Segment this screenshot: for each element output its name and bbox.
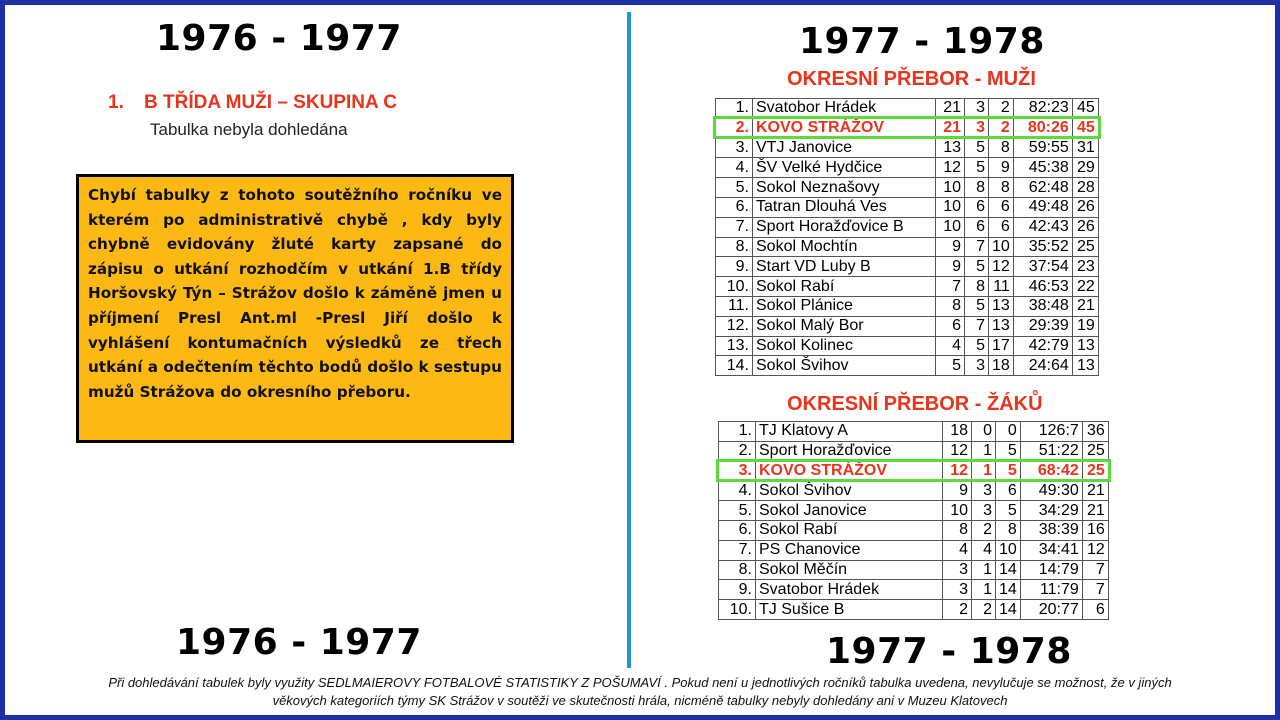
score-cell: 62:48 [1013, 178, 1072, 198]
pupils-table-title: OKRESNÍ PŘEBOR - ŽÁKŮ [787, 393, 1043, 415]
losses-cell: 6 [989, 217, 1014, 237]
points-cell: 36 [1082, 422, 1108, 442]
points-cell: 7 [1082, 560, 1108, 580]
losses-cell: 2 [989, 118, 1014, 138]
points-cell: 25 [1082, 461, 1108, 481]
wins-cell: 8 [936, 296, 965, 316]
wins-cell: 10 [936, 197, 965, 217]
footer-line-2: věkových kategoriích týmy SK Strážov v soutěži ve skutečnosti hrála, nicméně tabulky nebyly dohledány ani v Muzeu Klatovech [272, 693, 1008, 708]
table-row [719, 422, 1109, 442]
wins-cell: 7 [936, 277, 965, 297]
points-cell: 23 [1072, 257, 1098, 277]
score-cell: 11:79 [1020, 580, 1082, 600]
rank-cell: 6. [716, 197, 753, 217]
wins-cell: 12 [936, 158, 965, 178]
wins-cell: 4 [936, 336, 965, 356]
score-cell: 49:48 [1013, 197, 1072, 217]
rank-cell: 6. [719, 520, 756, 540]
points-cell: 25 [1072, 237, 1098, 257]
team-cell: PS Chanovice [756, 540, 943, 560]
wins-cell: 9 [943, 481, 972, 501]
points-cell: 45 [1072, 99, 1098, 119]
score-cell: 14:79 [1020, 560, 1082, 580]
score-cell: 126:7 [1020, 422, 1082, 442]
losses-cell: 13 [989, 316, 1014, 336]
rank-cell: 2. [719, 441, 756, 461]
losses-cell: 0 [996, 422, 1021, 442]
score-cell: 34:41 [1020, 540, 1082, 560]
draws-cell: 1 [972, 560, 996, 580]
team-cell: Sokol Janovice [756, 501, 943, 521]
score-cell: 42:79 [1013, 336, 1072, 356]
losses-cell: 14 [996, 560, 1021, 580]
rank-cell: 8. [716, 237, 753, 257]
score-cell: 35:52 [1013, 237, 1072, 257]
year-heading-right-bottom: 1977 - 1978 [826, 631, 1072, 672]
points-cell: 6 [1082, 600, 1108, 620]
score-cell: 45:38 [1013, 158, 1072, 178]
rank-cell: 7. [716, 217, 753, 237]
losses-cell: 11 [989, 277, 1014, 297]
wins-cell: 21 [936, 118, 965, 138]
draws-cell: 3 [965, 356, 989, 376]
losses-cell: 6 [989, 197, 1014, 217]
draws-cell: 8 [965, 178, 989, 198]
table-row [719, 501, 1109, 521]
score-cell: 68:42 [1020, 461, 1082, 481]
rank-cell: 4. [716, 158, 753, 178]
rank-cell: 3. [716, 138, 753, 158]
draws-cell: 1 [972, 441, 996, 461]
table-row [716, 99, 1099, 119]
team-cell: Sokol Švihov [753, 356, 936, 376]
draws-cell: 6 [965, 217, 989, 237]
year-heading-right-top: 1977 - 1978 [799, 21, 1045, 62]
list-number: 1. [108, 92, 124, 113]
points-cell: 13 [1072, 356, 1098, 376]
draws-cell: 1 [972, 580, 996, 600]
wins-cell: 6 [936, 316, 965, 336]
team-cell: Sokol Kolinec [753, 336, 936, 356]
table-row [716, 178, 1099, 198]
losses-cell: 18 [989, 356, 1014, 376]
table-row [716, 158, 1099, 178]
wins-cell: 3 [943, 580, 972, 600]
points-cell: 26 [1072, 197, 1098, 217]
wins-cell: 9 [936, 257, 965, 277]
score-cell: 38:39 [1020, 520, 1082, 540]
table-row [716, 118, 1099, 138]
table-row [719, 560, 1109, 580]
losses-cell: 17 [989, 336, 1014, 356]
table-row [719, 600, 1109, 620]
score-cell: 59:55 [1013, 138, 1072, 158]
table-row [716, 237, 1099, 257]
wins-cell: 18 [943, 422, 972, 442]
draws-cell: 5 [965, 296, 989, 316]
draws-cell: 6 [965, 197, 989, 217]
rank-cell: 4. [719, 481, 756, 501]
rank-cell: 2. [716, 118, 753, 138]
losses-cell: 5 [996, 441, 1021, 461]
score-cell: 34:29 [1020, 501, 1082, 521]
losses-cell: 12 [989, 257, 1014, 277]
competition-subtitle: Tabulka nebyla dohledána [150, 120, 348, 139]
footer-line-1: Při dohledávání tabulek byly využity SEDLMAIEROVY FOTBALOVÉ STATISTIKY Z POŠUMAVÍ . Pokud není u jednotlivých ročníků tabulka uvedena, nevylučuje se možnost, že v jiných [108, 675, 1172, 690]
score-cell: 20:77 [1020, 600, 1082, 620]
points-cell: 12 [1082, 540, 1108, 560]
wins-cell: 5 [936, 356, 965, 376]
losses-cell: 13 [989, 296, 1014, 316]
losses-cell: 2 [989, 99, 1014, 119]
table-row [716, 257, 1099, 277]
points-cell: 19 [1072, 316, 1098, 336]
rank-cell: 8. [719, 560, 756, 580]
score-cell: 82:23 [1013, 99, 1072, 119]
points-cell: 29 [1072, 158, 1098, 178]
draws-cell: 3 [972, 481, 996, 501]
losses-cell: 6 [996, 481, 1021, 501]
draws-cell: 3 [965, 118, 989, 138]
team-cell: Sokol Malý Bor [753, 316, 936, 336]
losses-cell: 8 [996, 520, 1021, 540]
draws-cell: 3 [972, 501, 996, 521]
table-row [716, 316, 1099, 336]
points-cell: 7 [1082, 580, 1108, 600]
table-row [716, 356, 1099, 376]
losses-cell: 10 [996, 540, 1021, 560]
points-cell: 16 [1082, 520, 1108, 540]
draws-cell: 3 [965, 99, 989, 119]
score-cell: 29:39 [1013, 316, 1072, 336]
table-row [719, 481, 1109, 501]
draws-cell: 1 [972, 461, 996, 481]
draws-cell: 7 [965, 237, 989, 257]
score-cell: 51:22 [1020, 441, 1082, 461]
rank-cell: 9. [719, 580, 756, 600]
table-row [719, 461, 1109, 481]
team-cell: Sokol Rabí [753, 277, 936, 297]
points-cell: 22 [1072, 277, 1098, 297]
draws-cell: 5 [965, 138, 989, 158]
points-cell: 28 [1072, 178, 1098, 198]
men-standings-table [715, 98, 1099, 376]
team-cell: Sokol Rabí [756, 520, 943, 540]
wins-cell: 10 [936, 178, 965, 198]
team-cell: KOVO STRÁŽOV [756, 461, 943, 481]
draws-cell: 0 [972, 422, 996, 442]
wins-cell: 10 [936, 217, 965, 237]
wins-cell: 8 [943, 520, 972, 540]
rank-cell: 9. [716, 257, 753, 277]
rank-cell: 5. [716, 178, 753, 198]
team-cell: Sokol Měčín [756, 560, 943, 580]
team-cell: TJ Sušice B [756, 600, 943, 620]
points-cell: 26 [1072, 217, 1098, 237]
rank-cell: 3. [719, 461, 756, 481]
score-cell: 24:64 [1013, 356, 1072, 376]
vertical-divider [627, 12, 631, 668]
team-cell: KOVO STRÁŽOV [753, 118, 936, 138]
table-row [716, 217, 1099, 237]
points-cell: 31 [1072, 138, 1098, 158]
wins-cell: 10 [943, 501, 972, 521]
table-row [716, 197, 1099, 217]
wins-cell: 12 [943, 441, 972, 461]
year-heading-left-bottom: 1976 - 1977 [176, 622, 422, 663]
draws-cell: 5 [965, 336, 989, 356]
score-cell: 37:54 [1013, 257, 1072, 277]
points-cell: 13 [1072, 336, 1098, 356]
footer-note [10, 674, 1270, 710]
wins-cell: 2 [943, 600, 972, 620]
points-cell: 21 [1082, 481, 1108, 501]
table-row [719, 441, 1109, 461]
team-cell: Sokol Mochtín [753, 237, 936, 257]
rank-cell: 7. [719, 540, 756, 560]
rank-cell: 5. [719, 501, 756, 521]
losses-cell: 5 [996, 501, 1021, 521]
table-row [716, 336, 1099, 356]
team-cell: Tatran Dlouhá Ves [753, 197, 936, 217]
points-cell: 25 [1082, 441, 1108, 461]
losses-cell: 9 [989, 158, 1014, 178]
losses-cell: 14 [996, 580, 1021, 600]
draws-cell: 5 [965, 257, 989, 277]
pupils-standings-table [718, 421, 1109, 620]
team-cell: Sokol Neznašovy [753, 178, 936, 198]
rank-cell: 11. [716, 296, 753, 316]
rank-cell: 12. [716, 316, 753, 336]
table-row [719, 520, 1109, 540]
score-cell: 49:30 [1020, 481, 1082, 501]
rank-cell: 1. [716, 99, 753, 119]
rank-cell: 14. [716, 356, 753, 376]
points-cell: 45 [1072, 118, 1098, 138]
table-row [716, 138, 1099, 158]
score-cell: 46:53 [1013, 277, 1072, 297]
rank-cell: 10. [719, 600, 756, 620]
team-cell: Sokol Plánice [753, 296, 936, 316]
wins-cell: 9 [936, 237, 965, 257]
wins-cell: 3 [943, 560, 972, 580]
competition-title [108, 92, 397, 114]
team-cell: VTJ Janovice [753, 138, 936, 158]
losses-cell: 10 [989, 237, 1014, 257]
table-row [719, 540, 1109, 560]
team-cell: Start VD Luby B [753, 257, 936, 277]
draws-cell: 4 [972, 540, 996, 560]
losses-cell: 5 [996, 461, 1021, 481]
score-cell: 42:43 [1013, 217, 1072, 237]
wins-cell: 13 [936, 138, 965, 158]
team-cell: Svatobor Hrádek [753, 99, 936, 119]
score-cell: 38:48 [1013, 296, 1072, 316]
men-table-title: OKRESNÍ PŘEBOR - MUŽI [787, 68, 1036, 90]
draws-cell: 2 [972, 520, 996, 540]
wins-cell: 12 [943, 461, 972, 481]
team-cell: Sokol Švihov [756, 481, 943, 501]
draws-cell: 5 [965, 158, 989, 178]
losses-cell: 8 [989, 138, 1014, 158]
losses-cell: 14 [996, 600, 1021, 620]
missing-table-note: Chybí tabulky z tohoto soutěžního ročníku ve kterém po administrativě chybě , kdy byly chybně evidovány žluté karty zapsané do zápisu o utkání rozhodčím v utkání 1.B třídy Horšovský Týn – Strážov došlo k záměně jmen u příjmení Presl Ant.ml -Presl Jiří došlo k vyhlášení kontumačních výsledků ze třech utkání a odečtením těchto bodů došlo k sestupu mužů Strážova do okresního přeboru. [76, 174, 514, 443]
table-row [719, 580, 1109, 600]
team-cell: Svatobor Hrádek [756, 580, 943, 600]
draws-cell: 8 [965, 277, 989, 297]
rank-cell: 10. [716, 277, 753, 297]
draws-cell: 7 [965, 316, 989, 336]
team-cell: Sport Horažďovice [756, 441, 943, 461]
competition-title-text: B TŘÍDA MUŽI – SKUPINA C [144, 92, 397, 113]
losses-cell: 8 [989, 178, 1014, 198]
draws-cell: 2 [972, 600, 996, 620]
year-heading-left-top: 1976 - 1977 [156, 18, 402, 59]
wins-cell: 4 [943, 540, 972, 560]
table-row [716, 296, 1099, 316]
table-row [716, 277, 1099, 297]
team-cell: ŠV Velké Hydčice [753, 158, 936, 178]
team-cell: TJ Klatovy A [756, 422, 943, 442]
wins-cell: 21 [936, 99, 965, 119]
rank-cell: 1. [719, 422, 756, 442]
points-cell: 21 [1082, 501, 1108, 521]
score-cell: 80:26 [1013, 118, 1072, 138]
team-cell: Sport Horažďovice B [753, 217, 936, 237]
rank-cell: 13. [716, 336, 753, 356]
points-cell: 21 [1072, 296, 1098, 316]
